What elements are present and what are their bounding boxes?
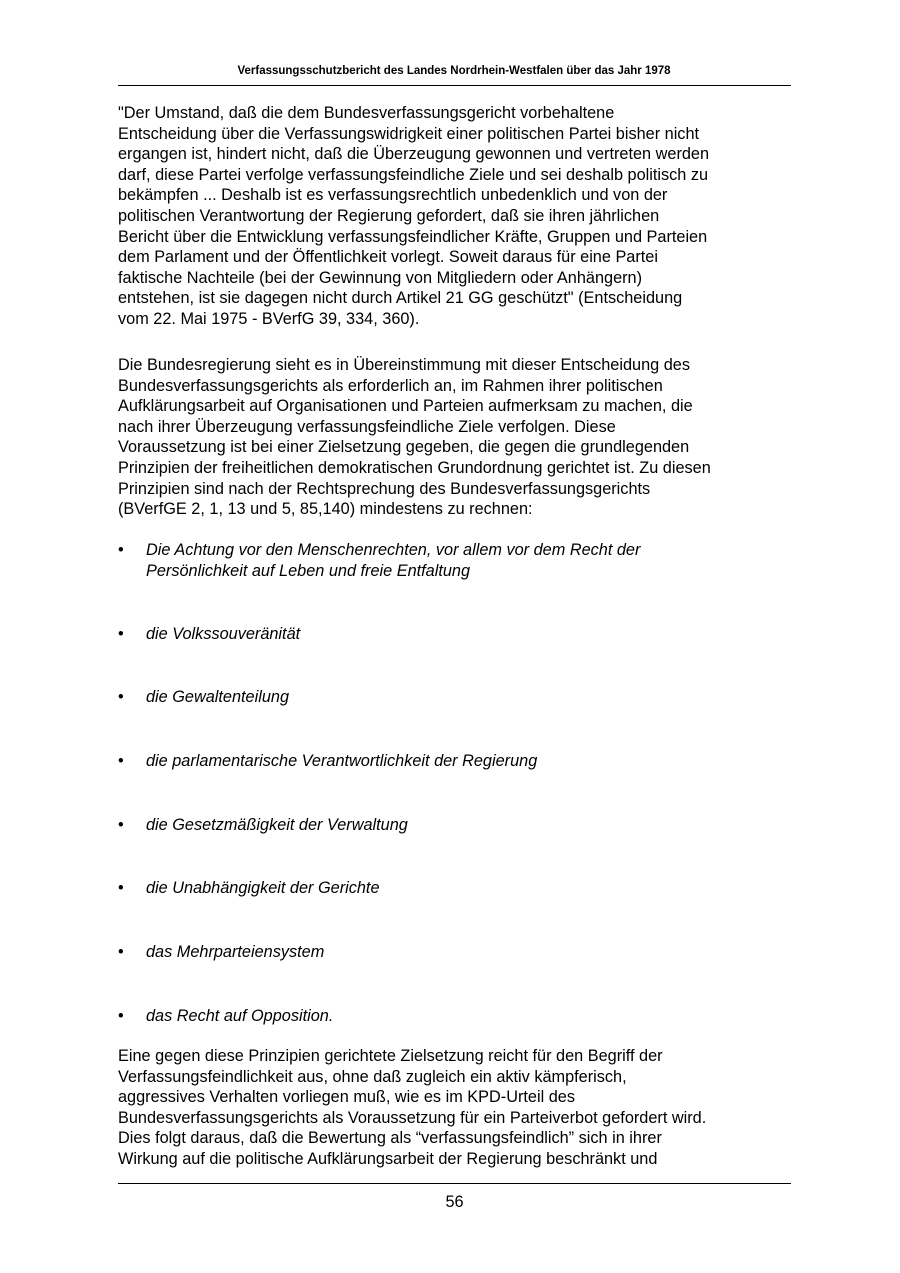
header-rule <box>118 85 791 86</box>
list-item-text: Die Achtung vor den Menschenrechten, vor allem vor dem Recht der Persönlichkeit auf Leben und freie Entfaltung <box>146 541 641 580</box>
bullet-icon: • <box>118 816 124 834</box>
list-item-text: die Gewaltenteilung <box>146 688 290 706</box>
quote-paragraph: "Der Umstand, daß die dem Bundesverfassungsgericht vorbehaltene Entscheidung über die Verfassungswidrigkeit einer politischen Partei bisher nicht ergangen ist, hindert nicht, daß die Überzeugung gewonnen und vertreten werden darf, diese Partei verfolge verfassungsfeindliche Ziele und sei deshalb politisch zu bekämpfen ... Deshalb ist es verfassungsrechtlich unbedenklich und von der politischen Verantwortung der Regierung gefordert, daß sie ihren jährlichen Bericht über die Entwicklung verfassungsfeindlicher Kräfte, Gruppen und Parteien dem Parlament und der Öffentlichkeit vorlegt. Soweit daraus für eine Partei faktische Nachteile (bei der Gewinnung von Mitgliedern oder Anhängern) entstehen, ist sie dagegen nicht durch Artikel 21 GG geschützt" (Entscheidung vom 22. Mai 1975 - BVerfG 39, 334, 360). <box>118 104 710 328</box>
bullet-icon: • <box>118 541 124 559</box>
bullet-icon: • <box>118 688 124 706</box>
bullet-icon: • <box>118 752 124 770</box>
bullet-icon: • <box>118 1007 124 1025</box>
bullet-icon: • <box>118 943 124 961</box>
list-item-text: die Gesetzmäßigkeit der Verwaltung <box>146 816 408 834</box>
list-item-text: die Unabhängigkeit der Gerichte <box>146 879 380 897</box>
list-item-text: die parlamentarische Verantwortlichkeit der Regierung <box>146 752 538 770</box>
bullet-icon: • <box>118 625 124 643</box>
running-header: Verfassungsschutzbericht des Landes Nordrhein-Westfalen über das Jahr 1978 <box>237 65 671 77</box>
list-item-text: das Recht auf Opposition. <box>146 1007 334 1025</box>
list-item-text: die Volkssouveränität <box>146 625 301 643</box>
body-paragraph: Die Bundesregierung sieht es in Übereinstimmung mit dieser Entscheidung des Bundesverfassungsgerichts als erforderlich an, im Rahmen ihrer politischen Aufklärungsarbeit auf Organisationen und Parteien aufmerksam zu machen, die nach ihrer Überzeugung verfassungsfeindliche Ziele verfolgen. Diese Voraussetzung ist bei einer Zielsetzung gegeben, die gegen die grundlegenden Prinzipien der freiheitlichen demokratischen Grundordnung gerichtet ist. Zu diesen Prinzipien sind nach der Rechtsprechung des Bundesverfassungsgerichts (BVerfGE 2, 1, 13 und 5, 85,140) mindestens zu rechnen: <box>118 356 711 519</box>
page-number: 56 <box>445 1193 464 1211</box>
footer-rule <box>118 1183 791 1184</box>
body-paragraph: Eine gegen diese Prinzipien gerichtete Zielsetzung reicht für den Begriff der Verfassungsfeindlichkeit aus, ohne daß zugleich ein aktiv kämpferisch, aggressives Verhalten vorliegen muß, wie es im KPD-Urteil des Bundesverfassungsgerichts als Voraussetzung für ein Parteiverbot gefordert wird. Dies folgt daraus, daß die Bewertung als “verfassungsfeindlich” sich in ihrer Wirkung auf die politische Aufklärungsarbeit der Regierung beschränkt und <box>118 1047 707 1168</box>
bullet-icon: • <box>118 879 124 897</box>
list-item-text: das Mehrparteiensystem <box>146 943 325 961</box>
